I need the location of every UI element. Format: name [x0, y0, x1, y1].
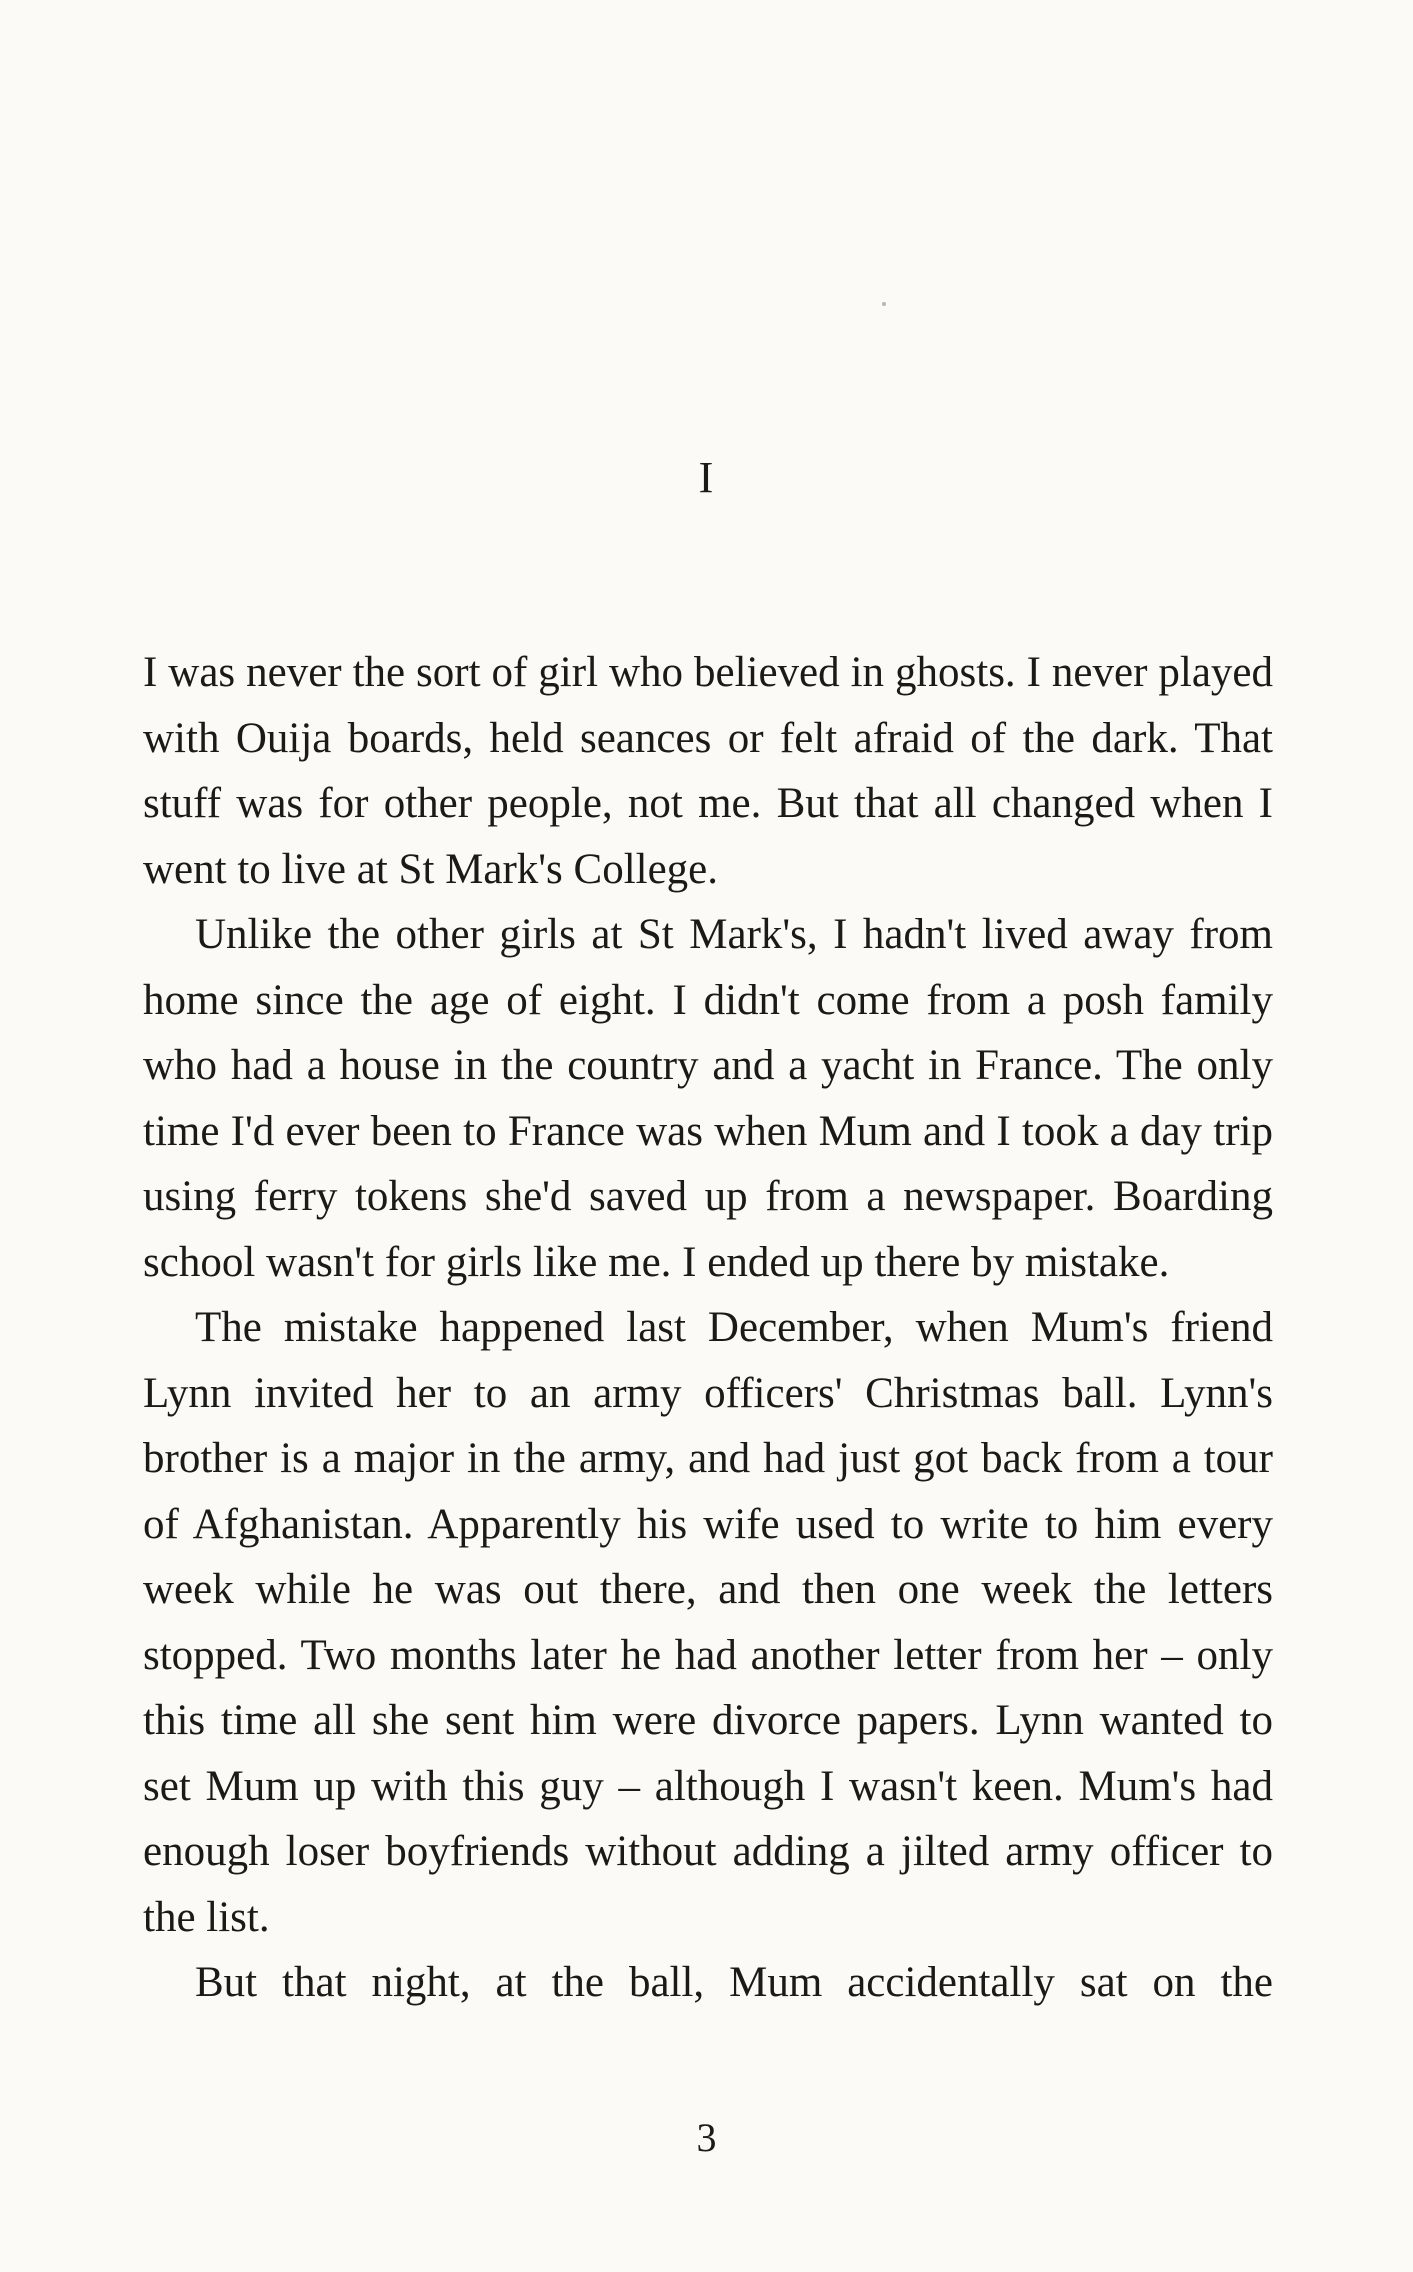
paragraph: But that night, at the ball, Mum accidentally sat on the [195, 1959, 1273, 2006]
body-text [143, 640, 1273, 2016]
paragraph: The mistake happened last December, when Mum's friend Lynn invited her to an army officers' Christmas ball. Lynn's brother is a major in the army, and had just got back from a tour of Afghanistan. Apparently his wife used to write to him every week while he was out there, and then one week the letters stopped. Two months later he had another letter from her – only this time all she sent him were divorce papers. Lynn wanted to set Mum up with this guy – although I wasn't keen. Mum's had enough loser boyfriends without adding a jilted army officer to the list. [143, 1304, 1273, 1941]
scan-speck [882, 302, 886, 306]
paragraph: I was never the sort of girl who believed in ghosts. I never played with Ouija boards, held seances or felt afraid of the dark. That stuff was for other people, not me. But that all changed when I went to live at St Mark's College. [143, 649, 1273, 893]
paragraph: Unlike the other girls at St Mark's, I hadn't lived away from home since the age of eight. I didn't come from a posh family who had a house in the country and a yacht in France. The only time I'd ever been to France was when Mum and I took a day trip using ferry tokens she'd saved up from a newspaper. Boarding school wasn't for girls like me. I ended up there by mistake. [143, 911, 1273, 1286]
page-number: 3 [696, 2115, 717, 2160]
chapter-number: I [698, 453, 715, 502]
